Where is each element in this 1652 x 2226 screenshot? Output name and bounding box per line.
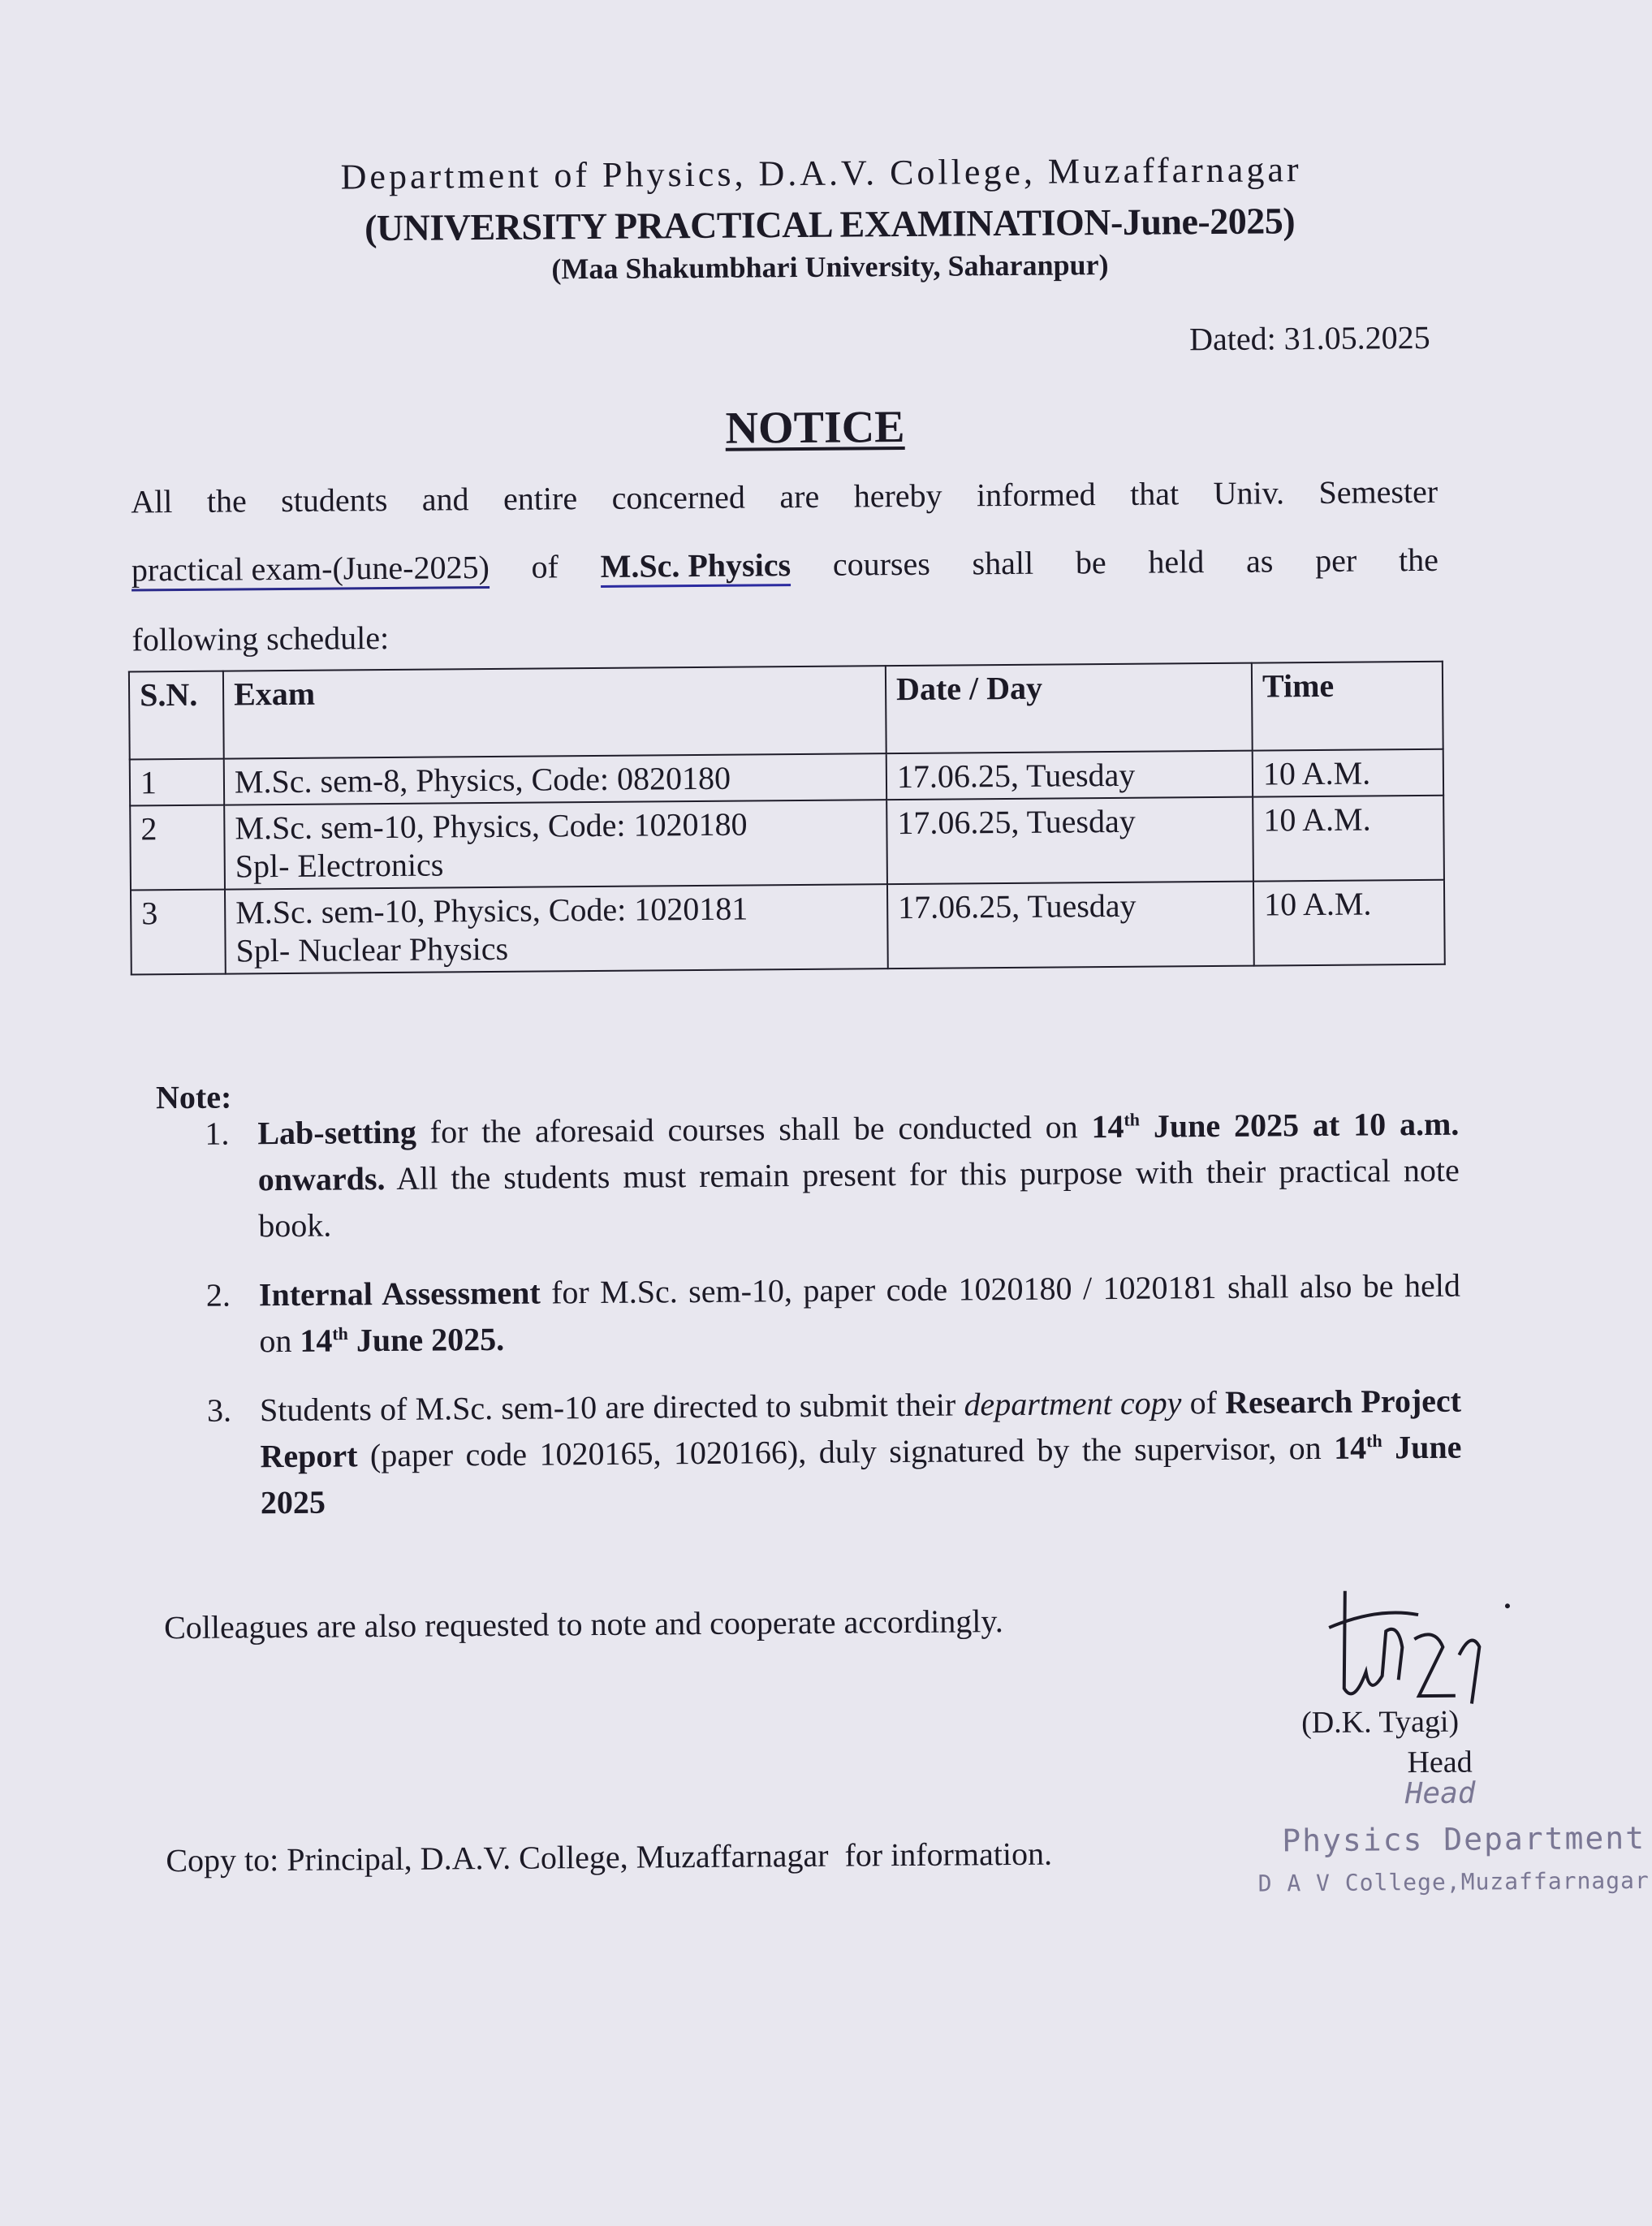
stamp-head: Head — [1404, 1776, 1476, 1811]
intro-line-3: following schedule: — [132, 619, 390, 658]
stamp-college: D A V College,Muzaffarnagar — [1257, 1866, 1650, 1897]
schedule-table — [128, 661, 1446, 976]
note-item: 3. Students of M.Sc. sem-10 are directed to submit their department copy of Research Project Report (paper code 1020165, 1020166), duly signatured by the supervisor, on 14th June 2025 — [206, 1382, 1462, 1521]
university-name: (Maa Shakumbhari University, Saharanpur) — [551, 248, 1109, 286]
table-row: 2 M.Sc. sem-10, Physics, Code: 1020180 Spl- Electronics 17.06.25, Tuesday 10 A.M. — [130, 796, 1444, 891]
stamp-department: Physics Department — [1282, 1819, 1646, 1859]
table-row: 3 M.Sc. sem-10, Physics, Code: 1020181 Spl- Nuclear Physics 17.06.25, Tuesday 10 A.M. — [131, 880, 1445, 975]
note-item: 2. Internal Assessment for M.Sc. sem-10, paper code 1020180 / 1020181 shall also be held on 14th June 2025. — [205, 1266, 1461, 1360]
header-exam: Exam — [223, 666, 886, 758]
copy-to-line: Copy to: Principal, D.A.V. College, Muzaffarnagar for information. — [166, 1835, 1053, 1879]
header-time: Time — [1252, 662, 1443, 751]
signatory-name: (D.K. Tyagi) — [1300, 1704, 1460, 1741]
colleagues-request: Colleagues are also requested to note and cooperate accordingly. — [163, 1603, 1003, 1646]
underlined-exam-period: practical exam-(June-2025) — [132, 548, 490, 591]
notes-list — [205, 1101, 1462, 1549]
intro-line-1: All the students and entire concerned are hereby informed that Univ. Semester — [131, 472, 1438, 520]
department-header: Department of Physics, D.A.V. College, Muzaffarnagar — [340, 149, 1302, 197]
signatory-role: Head — [1407, 1745, 1473, 1780]
header-date: Date / Day — [886, 663, 1253, 754]
header-sn: S.N. — [129, 671, 224, 760]
exam-title: (UNIVERSITY PRACTICAL EXAMINATION-June-2025) — [364, 200, 1296, 249]
note-heading: Note: — [155, 1078, 232, 1116]
notice-title: NOTICE — [725, 401, 905, 454]
underlined-course: M.Sc. Physics — [600, 546, 791, 588]
note-item: 1. Lab-setting for the aforesaid courses shall be conducted on 14th June 2025 at 10 a.m. onwards. All the students must remain present for this purpose with their practical note book. — [205, 1105, 1460, 1245]
notice-date: Dated: 31.05.2025 — [1188, 318, 1430, 358]
signature-icon — [1321, 1581, 1525, 1705]
intro-line-2: practical exam-(June-2025) of M.Sc. Physics courses shall be held as per the — [132, 541, 1438, 592]
table-header-row — [129, 662, 1443, 760]
table-row: 1 M.Sc. sem-8, Physics, Code: 0820180 17.06.25, Tuesday 10 A.M. — [130, 749, 1443, 806]
